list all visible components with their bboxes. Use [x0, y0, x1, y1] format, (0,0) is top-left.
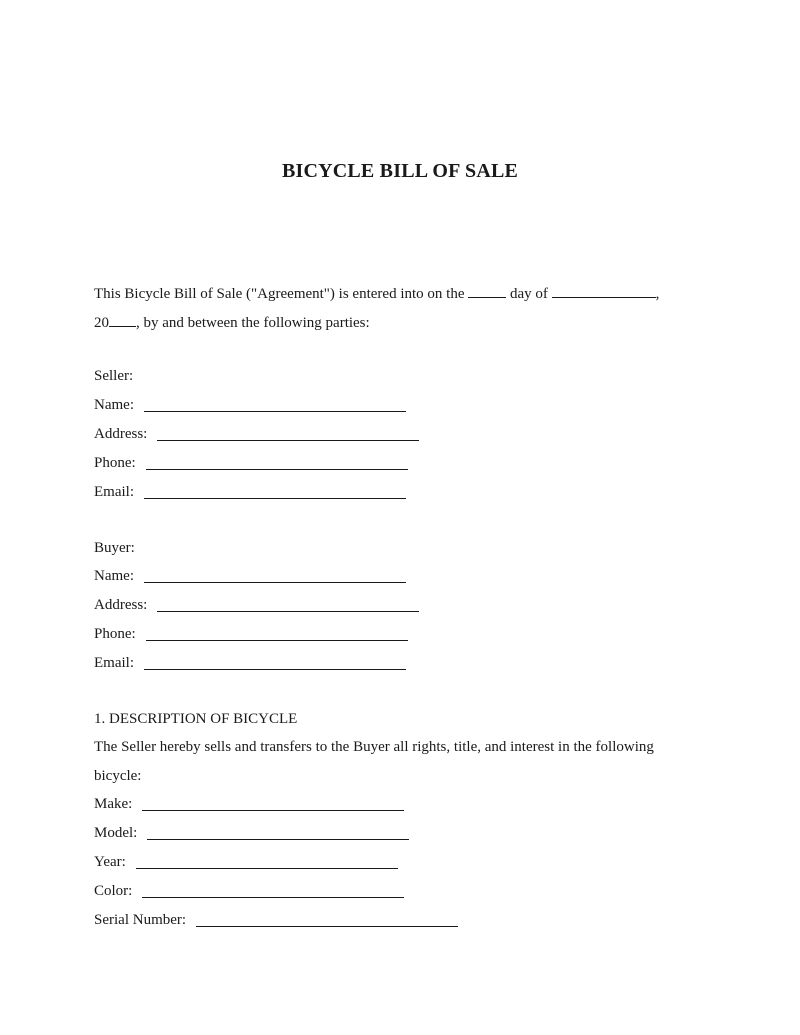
bicycle-make-label: Make:	[94, 796, 133, 812]
buyer-phone-input[interactable]	[146, 640, 408, 641]
seller-email-field	[94, 482, 406, 502]
document-title: BICYCLE BILL OF SALE	[281, 160, 519, 182]
bicycle-color-input[interactable]	[142, 897, 404, 898]
bicycle-color-label: Color:	[94, 883, 133, 899]
intro-text-4: , by and between the following parties:	[136, 315, 370, 331]
buyer-name-field	[94, 566, 406, 586]
buyer-name-label: Name:	[94, 568, 134, 584]
buyer-heading: Buyer:	[94, 540, 135, 556]
intro-text-1: This Bicycle Bill of Sale ("Agreement") is entered into on the	[94, 286, 465, 302]
buyer-address-input[interactable]	[157, 611, 419, 612]
year-blank[interactable]	[109, 312, 136, 327]
year-prefix: 20	[94, 315, 109, 331]
seller-email-input[interactable]	[144, 498, 406, 499]
buyer-phone-field	[94, 624, 408, 644]
bicycle-model-field	[94, 823, 409, 843]
buyer-email-field	[94, 653, 406, 673]
buyer-email-input[interactable]	[144, 669, 406, 670]
buyer-email-label: Email:	[94, 655, 134, 671]
bicycle-color-field	[94, 881, 404, 901]
seller-address-input[interactable]	[157, 440, 419, 441]
seller-phone-field	[94, 453, 408, 473]
seller-name-input[interactable]	[144, 411, 406, 412]
intro-line-2	[94, 312, 370, 333]
bicycle-model-label: Model:	[94, 825, 138, 841]
section-1-text-line-1: The Seller hereby sells and transfers to the Buyer all rights, title, and interest in the following	[94, 739, 654, 755]
section-1-heading: 1. DESCRIPTION OF BICYCLE	[94, 711, 298, 727]
buyer-address-field	[94, 595, 419, 615]
buyer-phone-label: Phone:	[94, 626, 136, 642]
bicycle-make-input[interactable]	[142, 810, 404, 811]
bicycle-make-field	[94, 794, 404, 814]
seller-address-field	[94, 424, 419, 444]
bicycle-year-label: Year:	[94, 854, 126, 870]
bicycle-year-input[interactable]	[136, 868, 398, 869]
seller-heading: Seller:	[94, 368, 134, 384]
bicycle-year-field	[94, 852, 398, 872]
bicycle-serial-field	[94, 910, 458, 930]
buyer-name-input[interactable]	[144, 582, 406, 583]
bicycle-serial-label: Serial Number:	[94, 912, 187, 928]
seller-email-label: Email:	[94, 484, 134, 500]
day-blank[interactable]	[468, 283, 506, 298]
intro-line-1	[94, 283, 659, 304]
seller-name-field	[94, 395, 406, 415]
section-1-text-line-2: bicycle:	[94, 768, 142, 784]
seller-phone-input[interactable]	[146, 469, 408, 470]
bicycle-model-input[interactable]	[147, 839, 409, 840]
month-blank[interactable]	[552, 283, 656, 298]
intro-text-2: day of	[509, 286, 548, 302]
bicycle-serial-input[interactable]	[196, 926, 458, 927]
intro-text-3: ,	[655, 286, 660, 302]
buyer-address-label: Address:	[94, 597, 148, 613]
seller-name-label: Name:	[94, 397, 134, 413]
seller-phone-label: Phone:	[94, 455, 136, 471]
seller-address-label: Address:	[94, 426, 148, 442]
